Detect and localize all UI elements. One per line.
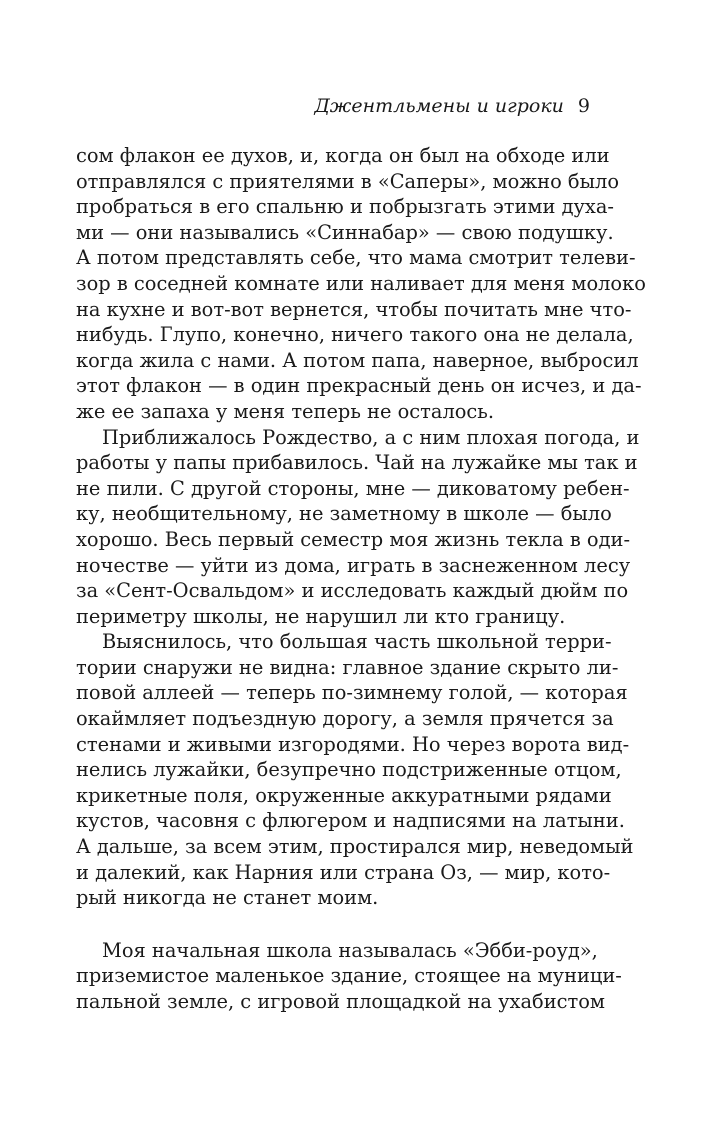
- text-line: нибудь. Глупо, конечно, ничего такого она не делала,: [76, 323, 634, 347]
- text-line: Моя начальная школа называлась «Эбби-роуд»,: [102, 938, 598, 962]
- text-line: А потом представлять себе, что мама смотрит телеви-: [76, 246, 636, 270]
- paragraph: [76, 938, 622, 1015]
- running-head: [0, 95, 590, 117]
- text-line: нелись лужайки, безупречно подстриженные отцом,: [76, 758, 622, 782]
- text-line: тории снаружи не видна: главное здание скрыто ли-: [76, 655, 619, 679]
- text-line: не пили. С другой стороны, мне — диковатому ребен-: [76, 476, 630, 500]
- text-line: сом флакон ее духов, и, когда он был на обходе или: [76, 144, 610, 167]
- text-line: рый никогда не станет моим.: [76, 886, 379, 910]
- body-text: [76, 143, 646, 1015]
- text-line: окаймляет подъездную дорогу, а земля прячется за: [76, 707, 614, 731]
- text-line: когда жила с нами. А потом папа, наверное, выбросил: [76, 348, 639, 372]
- paragraph: [76, 629, 634, 911]
- text-line: стенами и живыми изгородями. Но через ворота вид-: [76, 732, 630, 756]
- text-line: работы у папы прибавилось. Чай на лужайке мы так и: [76, 451, 638, 475]
- text-line: отправлялся с приятелями в «Саперы», можно было: [76, 169, 620, 193]
- text-line: этот флакон — в один прекрасный день он исчез, и да-: [76, 374, 642, 398]
- text-line: крикетные поля, окруженные аккуратными рядами: [76, 783, 612, 807]
- text-line: А дальше, за всем этим, простирался мир, неведомый: [76, 835, 634, 859]
- text-line: хорошо. Весь первый семестр моя жизнь текла в оди-: [76, 527, 631, 551]
- text-line: Приближалось Рождество, а с ним плохая погода, и: [102, 425, 640, 449]
- text-line: зор в соседней комнате или наливает для меня молоко: [76, 271, 646, 295]
- text-line: ми — они назывались «Синнабар» — свою подушку.: [76, 220, 614, 244]
- text-line: ночестве — уйти из дома, играть в заснеженном лесу: [76, 553, 631, 577]
- text-line: повой аллеей — теперь по-зимнему голой, — которая: [76, 681, 628, 705]
- text-line: и далекий, как Нарния или страна Оз, — мир, кото-: [76, 860, 611, 884]
- text-line: на кухне и вот-вот вернется, чтобы почитать мне что-: [76, 297, 632, 321]
- text-line: пальной земле, с игровой площадкой на ухабистом: [76, 990, 605, 1013]
- section-break: [76, 911, 590, 938]
- text-line: за «Сент-Освальдом» и исследовать каждый дюйм по: [76, 579, 629, 603]
- text-line: ку, необщительному, не заметному в школе — было: [76, 502, 612, 526]
- text-line: периметру школы, не нарушил ли кто границу.: [76, 604, 566, 628]
- text-line: пробраться в его спальню и побрызгать этими духа-: [76, 195, 614, 219]
- text-line: приземистое маленькое здание, стоящее на муници-: [76, 964, 622, 988]
- text-line: кустов, часовня с флюгером и надписями на латыни.: [76, 809, 625, 833]
- text-line: же ее запаха у меня теперь не осталось.: [76, 399, 495, 423]
- text-line: Выяснилось, что большая часть школьной терри-: [102, 630, 612, 654]
- paragraph: [76, 425, 640, 630]
- running-head-title: Джентльмены и игроки: [314, 95, 564, 117]
- paragraph: [76, 143, 646, 425]
- page-number: 9: [577, 95, 590, 117]
